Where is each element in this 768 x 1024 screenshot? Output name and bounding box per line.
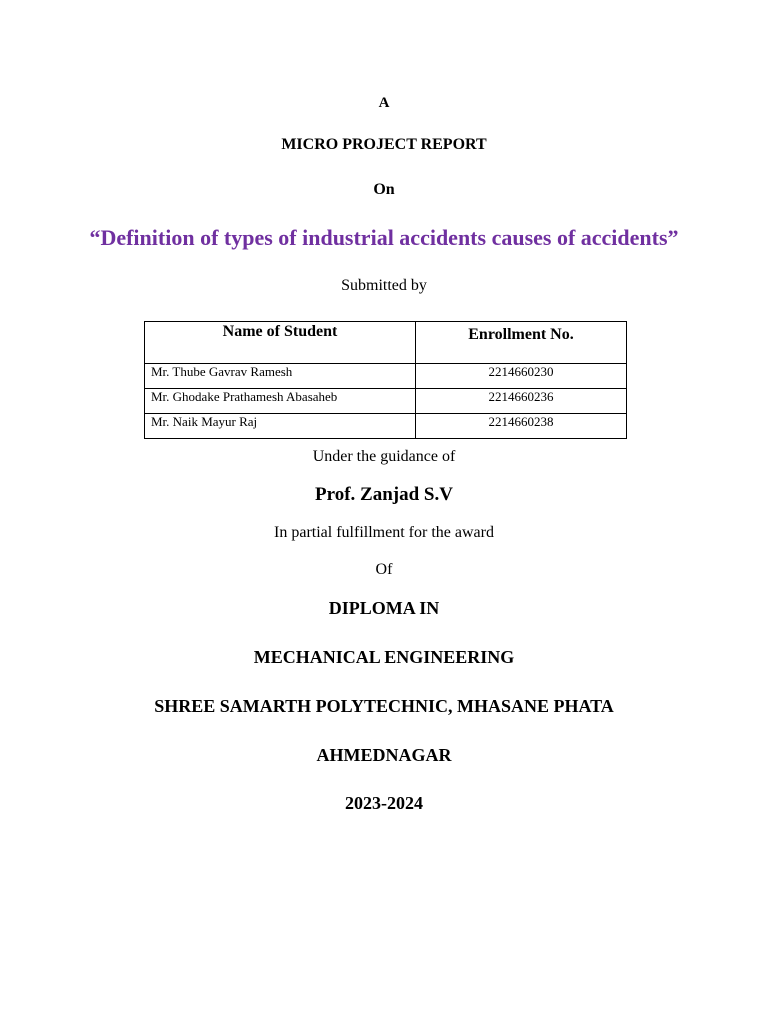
student-enrollment: 2214660238	[416, 414, 627, 439]
table-row	[145, 364, 627, 389]
report-letter-a: A	[378, 95, 390, 111]
student-enrollment: 2214660236	[416, 389, 627, 414]
academic-year: 2023-2024	[345, 793, 423, 813]
column-header-name: Name of Student	[145, 322, 416, 364]
student-enrollment: 2214660230	[416, 364, 627, 389]
under-guidance: Under the guidance of	[312, 448, 456, 465]
table-row	[145, 389, 627, 414]
report-heading: MICRO PROJECT REPORT	[281, 136, 487, 153]
student-table	[144, 321, 627, 439]
column-header-enrollment: Enrollment No.	[416, 322, 627, 364]
table-row	[145, 414, 627, 439]
diploma-label: DIPLOMA IN	[328, 598, 440, 618]
branch-name: MECHANICAL ENGINEERING	[253, 647, 515, 667]
guide-name: Prof. Zanjad S.V	[315, 484, 453, 505]
report-on: On	[373, 181, 395, 198]
city-name: AHMEDNAGAR	[316, 745, 452, 765]
student-name: Mr. Naik Mayur Raj	[145, 414, 416, 439]
institute-name: SHREE SAMARTH POLYTECHNIC, MHASANE PHATA	[154, 696, 614, 716]
award-of: Of	[375, 561, 393, 578]
submitted-by: Submitted by	[341, 277, 427, 294]
project-title: “Definition of types of industrial accidents causes of accidents”	[89, 225, 679, 250]
student-name: Mr. Thube Gavrav Ramesh	[145, 364, 416, 389]
student-name: Mr. Ghodake Prathamesh Abasaheb	[145, 389, 416, 414]
partial-fulfillment: In partial fulfillment for the award	[274, 524, 494, 541]
table-header-row	[145, 322, 627, 364]
